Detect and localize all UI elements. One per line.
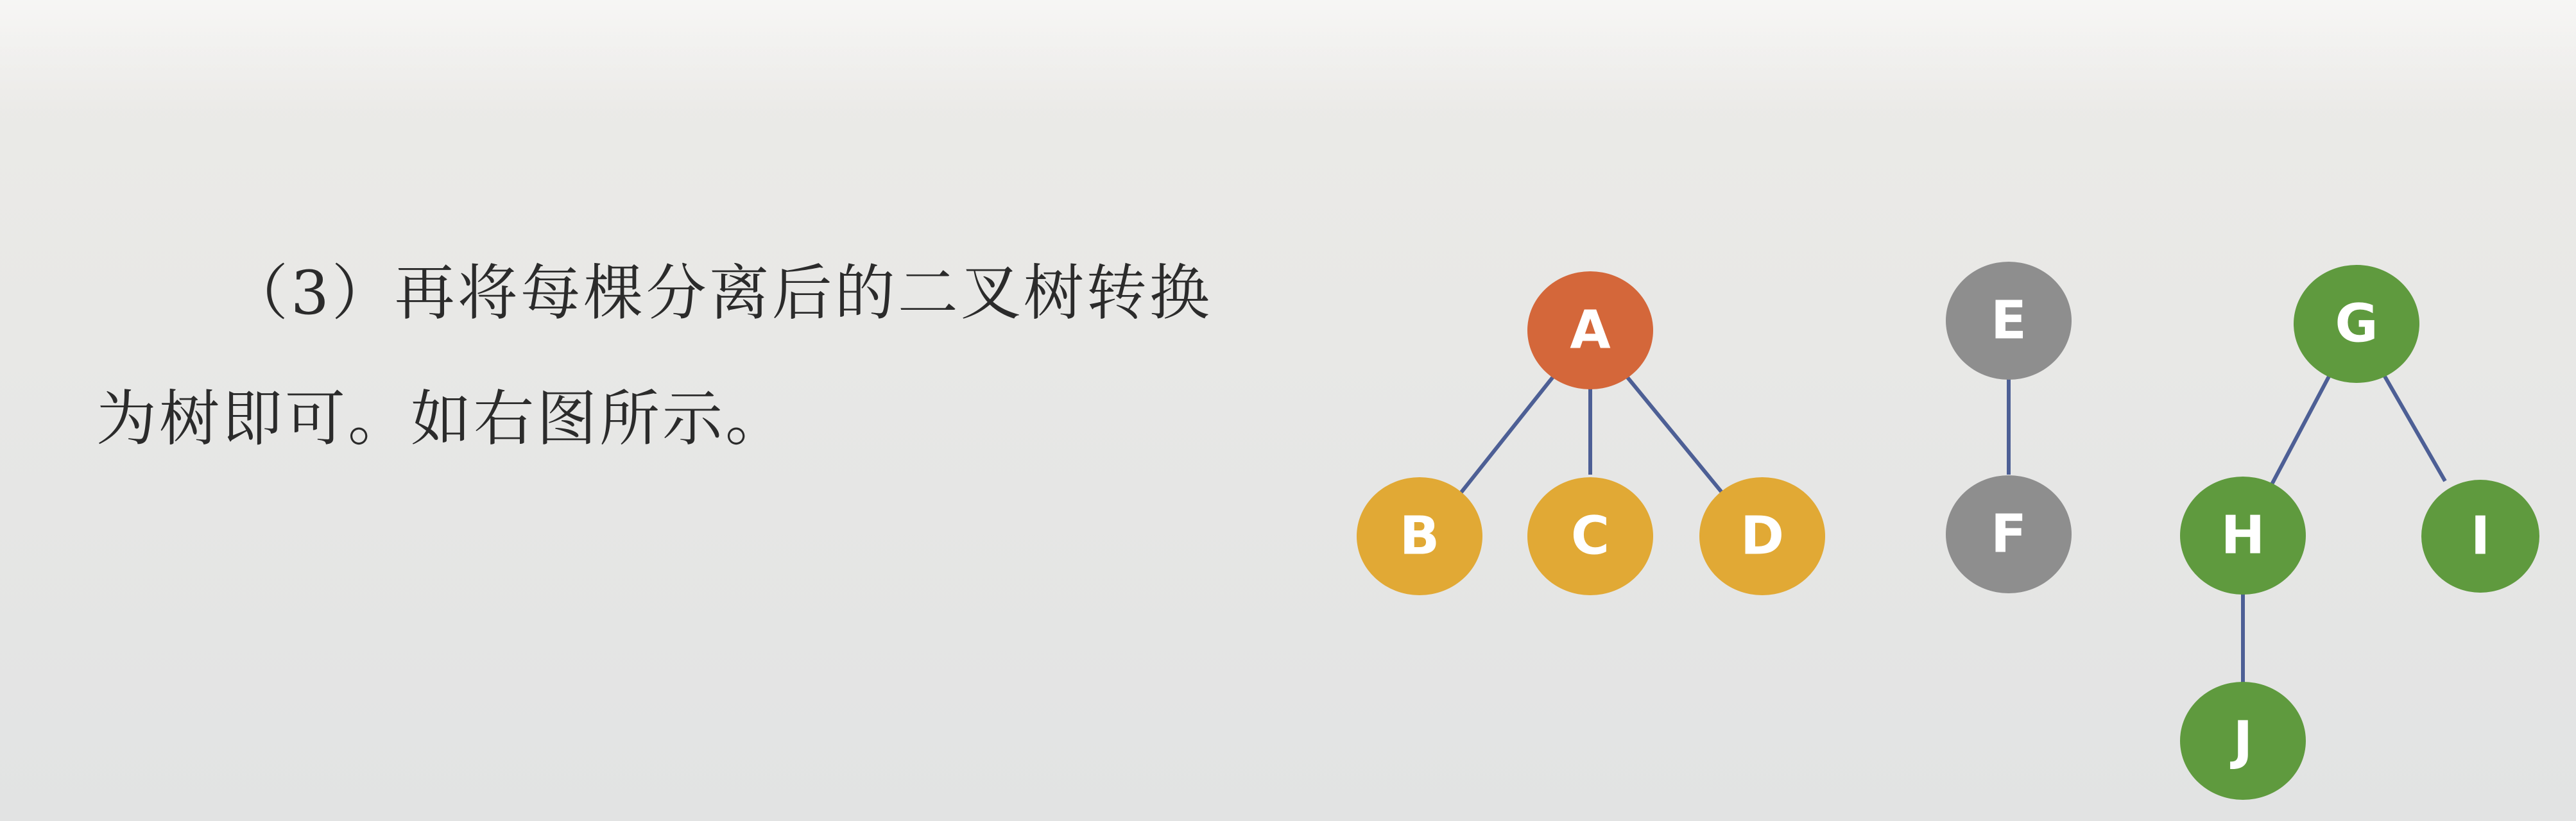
node-label-c: C — [1570, 505, 1610, 567]
tree-node-i — [2421, 480, 2539, 593]
tree-node-g — [2294, 265, 2419, 383]
paragraph-line-1: （3）再将每棵分离后的二叉树转换 — [228, 258, 1212, 328]
tree-node-d — [1699, 477, 1825, 595]
node-label-b: B — [1399, 505, 1440, 567]
node-label-i: I — [2470, 505, 2491, 567]
tree-node-h — [2180, 477, 2306, 595]
edge-a-d — [1620, 369, 1723, 494]
node-label-e: E — [1990, 290, 2027, 351]
tree-node-j — [2180, 682, 2306, 800]
edge-g-h — [2272, 375, 2330, 484]
node-label-a: A — [1570, 300, 1611, 361]
tree-node-c — [1527, 477, 1653, 595]
tree-node-a — [1527, 271, 1653, 389]
node-label-j: J — [2233, 710, 2253, 772]
node-label-f: F — [1990, 504, 2027, 565]
node-label-g: G — [2335, 293, 2378, 355]
node-label-h: H — [2220, 505, 2265, 566]
tree-node-b — [1357, 477, 1482, 595]
tree-node-f — [1946, 475, 2072, 593]
edge-a-b — [1460, 369, 1559, 494]
node-label-d: D — [1740, 505, 1785, 567]
edge-g-i — [2384, 375, 2445, 481]
paragraph-line-2: 为树即可。如右图所示。 — [96, 384, 789, 454]
tree-node-e — [1946, 262, 2072, 380]
